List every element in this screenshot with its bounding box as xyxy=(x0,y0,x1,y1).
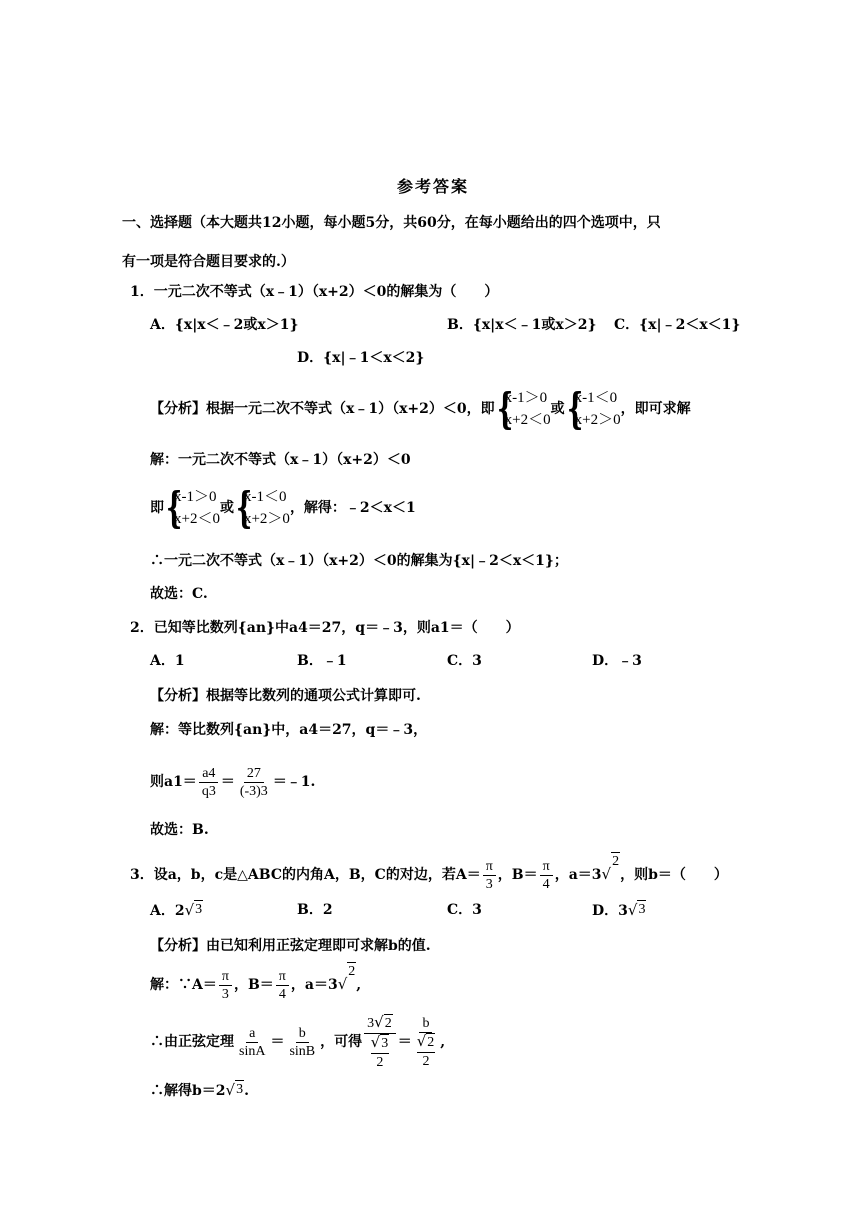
pi-num: π xyxy=(276,968,289,986)
q1-sol-sys1-row1: x-1＞0 xyxy=(174,489,217,505)
q1-or: 或 xyxy=(550,401,565,417)
q1-stem: 1．一元二次不等式（x﹣1）（x+2）＜0的解集为（ ） xyxy=(130,284,499,300)
q3-option-b: B．2 xyxy=(297,902,333,918)
den-two: 2 xyxy=(422,1053,430,1069)
den-three: 3 xyxy=(221,986,229,1002)
q3-option-c: C．3 xyxy=(447,902,482,918)
radicand: 3 xyxy=(638,902,646,917)
q3-stem-frac-b xyxy=(540,858,553,893)
q3-stem-a: ，a＝3 xyxy=(554,867,602,883)
q2-option-c: C．3 xyxy=(447,653,482,669)
q1-analysis xyxy=(150,386,691,432)
sqrt-three: √ 3 xyxy=(184,901,203,919)
den-three: 3 xyxy=(485,876,493,892)
q1-sys1-row1: x-1＞0 xyxy=(504,390,548,406)
law-of-sines-right xyxy=(286,1025,318,1060)
page-title: 参考答案 xyxy=(397,177,470,196)
q2-frac1-den: q3 xyxy=(201,783,216,799)
complex-den xyxy=(368,1034,393,1071)
radicand: 2 xyxy=(384,1015,392,1031)
q1-solution-1: 解：一元二次不等式（x﹣1）（x+2）＜0 xyxy=(150,452,411,468)
q2-equals: ＝ xyxy=(220,774,235,790)
q1-option-d: D．{x|﹣1＜x＜2} xyxy=(297,350,425,366)
q3-stem xyxy=(130,852,728,897)
law-of-sines-left xyxy=(236,1025,268,1060)
pi-num: π xyxy=(483,858,496,876)
q2-fraction-2 xyxy=(237,765,271,800)
radicand: 3 xyxy=(195,902,203,917)
q1-sol2-post: ，解得：﹣2＜x＜1 xyxy=(289,500,416,516)
sqrt-three: √ 3 xyxy=(627,901,646,919)
q3-analysis: 【分析】由已知利用正弦定理即可求解b的值. xyxy=(150,938,431,954)
q3-sol2-mid: ，可得 xyxy=(320,1034,363,1050)
q1-option-b: B．{x|x＜﹣1或x＞2} xyxy=(447,317,597,333)
sqrt-two: √ 2 xyxy=(417,1033,436,1053)
pi-num: π xyxy=(219,968,232,986)
q3-sol1-mid: ，B＝ xyxy=(233,977,274,993)
q1-solution-2 xyxy=(150,485,416,531)
q2-solution-2 xyxy=(150,760,315,804)
q1-sol-sys2-row1: x-1＜0 xyxy=(243,489,287,505)
q3-option-a xyxy=(150,900,203,921)
radicand: 3 xyxy=(381,1035,389,1051)
q1-sys1-row2: x+2＜0 xyxy=(504,412,551,428)
q3-sol2-pre: ∴由正弦定理 xyxy=(150,1034,234,1050)
equals-sign: ＝ xyxy=(270,1034,285,1050)
q1-sol-system-1: { x-1＞0 x+2＜0 xyxy=(166,483,220,532)
num-b: b xyxy=(419,1015,432,1033)
den-two: 2 xyxy=(376,1054,384,1070)
q2-frac1-num: a4 xyxy=(199,765,218,783)
q1-system-2: { x-1＜0 x+2＞0 xyxy=(566,384,621,433)
q3-sol3-text: ∴解得b＝2 xyxy=(150,1083,226,1099)
sqrt-two: √ 2 xyxy=(601,854,620,883)
q3-sol1-pre: 解：∵A＝ xyxy=(150,977,217,993)
q2-answer: 故选：B. xyxy=(150,822,209,838)
q1-sol2-pre: 即 xyxy=(150,500,164,516)
den-sinb: sinB xyxy=(289,1043,316,1059)
den-four: 4 xyxy=(278,986,286,1002)
q1-analysis-post: ，即可求解 xyxy=(620,401,691,417)
den-sina: sinA xyxy=(239,1043,266,1059)
q1-sol-or: 或 xyxy=(219,500,234,516)
q3-stem-mid: ，B＝ xyxy=(497,867,538,883)
pi-num: π xyxy=(540,858,553,876)
q3-sol2-comma: , xyxy=(440,1034,446,1050)
complex-fraction-right xyxy=(414,1015,439,1070)
sqrt-three: √ 3 xyxy=(371,1034,390,1054)
q1-analysis-pre: 【分析】根据一元二次不等式（x﹣1）（x+2）＜0，即 xyxy=(150,401,495,417)
q2-solution-1: 解：等比数列{an}中，a4＝27，q＝﹣3， xyxy=(150,722,428,738)
q1-system-1: { x-1＞0 x+2＜0 xyxy=(496,384,551,433)
radicand: 2 xyxy=(427,1034,435,1050)
q3-solution-2 xyxy=(150,1012,445,1072)
q2-analysis: 【分析】根据等比数列的通项公式计算即可. xyxy=(150,688,421,704)
complex-den xyxy=(414,1033,439,1070)
q1-sol-sys2-row2: x+2＞0 xyxy=(243,511,290,527)
q3-opt-d-text: D．3 xyxy=(592,903,628,919)
num-b: b xyxy=(296,1025,309,1043)
q2-frac2-num: 27 xyxy=(244,765,264,783)
q3-opt-a-text: A．2 xyxy=(150,903,185,919)
q1-sys2-row2: x+2＞0 xyxy=(574,412,621,428)
end-dot: . xyxy=(244,1083,249,1099)
q2-fraction-1 xyxy=(199,765,219,800)
sqrt-two: √ 2 xyxy=(374,1012,392,1031)
q3-stem-pre: 3．设a，b，c是△ABC的内角A，B，C的对边，若A＝ xyxy=(130,867,481,883)
radicand: 3 xyxy=(236,1082,244,1097)
q1-sys2-row1: x-1＜0 xyxy=(574,390,618,406)
equals-sign: ＝ xyxy=(397,1034,412,1050)
q3-stem-post: ，则b＝（ ） xyxy=(620,867,728,883)
q3-sol1-a: ，a＝3 xyxy=(290,977,338,993)
den-four: 4 xyxy=(542,876,550,892)
q3-sol-frac-b xyxy=(276,968,289,1003)
complex-fraction-left xyxy=(364,1014,396,1071)
sqrt-two: √ 2 xyxy=(337,964,356,993)
q2-sol2-pre: 则a1＝ xyxy=(150,774,197,790)
q3-sol-frac-a xyxy=(219,968,232,1003)
complex-num: 3 √ 2 xyxy=(364,1014,396,1034)
q3-sol1-comma: , xyxy=(356,977,362,993)
section-header-line-2: 有一项是符合题目要求的.） xyxy=(122,254,295,270)
q1-option-c: C．{x|﹣2＜x＜1} xyxy=(614,317,741,333)
q3-stem-frac-a xyxy=(483,858,496,893)
q2-sol2-post: ＝﹣1. xyxy=(272,774,316,790)
q3-solution-1 xyxy=(150,962,361,1007)
q2-frac2-den: (-3)3 xyxy=(239,783,268,799)
q1-option-a: A．{x|x＜﹣2或x＞1} xyxy=(150,317,299,333)
radicand: 2 xyxy=(348,964,356,979)
q3-option-d xyxy=(592,900,646,921)
q1-answer: 故选：C. xyxy=(150,586,208,602)
radicand: 2 xyxy=(612,854,620,869)
q1-solution-3: ∴一元二次不等式（x﹣1）（x+2）＜0的解集为{x|﹣2＜x＜1}； xyxy=(150,553,568,569)
section-header-line-1: 一、选择题（本大题共12小题，每小题5分，共60分，在每小题给出的四个选项中，只 xyxy=(122,215,661,231)
q3-solution-3 xyxy=(150,1080,249,1101)
num-a: a xyxy=(246,1025,258,1043)
q2-stem: 2．已知等比数列{an}中a4＝27，q＝﹣3，则a1＝（ ） xyxy=(130,620,520,636)
q2-option-b: B．﹣1 xyxy=(297,653,347,669)
q2-option-a: A．1 xyxy=(150,653,185,669)
sqrt-three: √ 3 xyxy=(225,1081,244,1099)
q1-sol-system-2: { x-1＜0 x+2＞0 xyxy=(235,483,290,532)
q1-sol-sys1-row2: x+2＜0 xyxy=(174,511,220,527)
q2-option-d: D．﹣3 xyxy=(592,653,642,669)
